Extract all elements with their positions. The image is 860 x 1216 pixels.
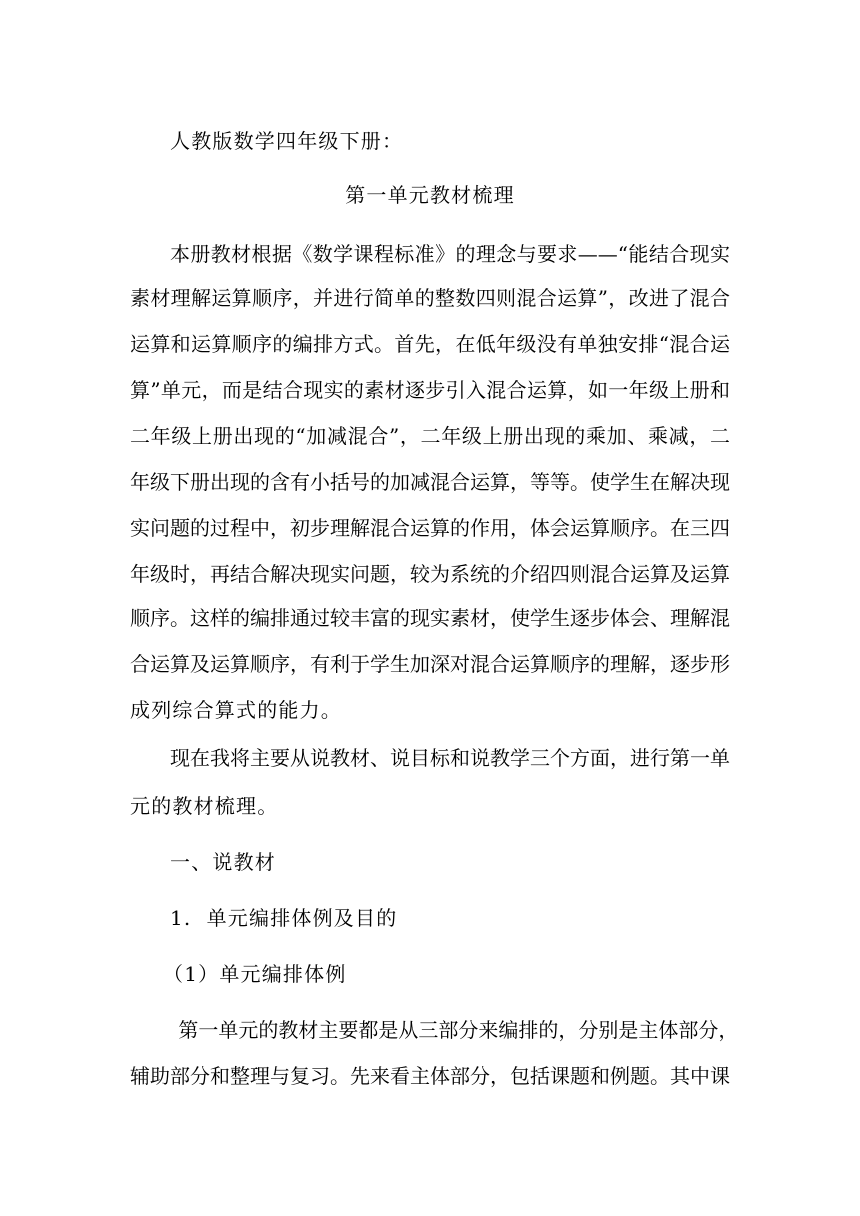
text-line: 二年级上册出现的“加减混合”，二年级上册出现的乘加、乘减，二 — [130, 424, 730, 448]
text-line: 合运算及运算顺序，有利于学生加深对混合运算顺序的理解，逐步形 — [130, 652, 730, 676]
text-line: 第一单元的教材主要都是从三部分来编排的，分别是主体部分， — [172, 1018, 739, 1042]
subsubsection-heading: （1）单元编排体例 — [163, 962, 347, 986]
text-line: 年级时，再结合解决现实问题，较为系统的介绍四则混合运算及运算 — [130, 562, 730, 586]
text-line: 实问题的过程中，初步理解混合运算的作用，体会运算顺序。在三四 — [130, 516, 730, 540]
text-line: 现在我将主要从说教材、说目标和说教学三个方面，进行第一单 — [170, 746, 730, 770]
text-line: 运算和运算顺序的编排方式。首先，在低年级没有单独安排“混合运 — [130, 332, 730, 356]
text-line: 素材理解运算顺序，并进行简单的整数四则混合运算”，改进了混合 — [130, 286, 730, 310]
text-line: 成列综合算式的能力。 — [130, 698, 342, 722]
text-line: 元的教材梳理。 — [130, 794, 279, 818]
text-line: 顺序。这样的编排通过较丰富的现实素材，使学生逐步体会、理解混 — [130, 606, 730, 630]
section-heading: 一、说教材 — [170, 850, 276, 874]
text-line: 本册教材根据《数学课程标准》的理念与要求——“能结合现实 — [170, 242, 730, 266]
text-line: 年级下册出现的含有小括号的加减混合运算，等等。使学生在解决现 — [130, 470, 730, 494]
document-title: 第一单元教材梳理 — [345, 183, 515, 207]
header-line: 人教版数学四年级下册： — [170, 129, 404, 153]
text-line: 算”单元，而是结合现实的素材逐步引入混合运算，如一年级上册和 — [130, 378, 730, 402]
subsection-heading: 1. 单元编排体例及目的 — [170, 906, 398, 930]
text-line: 辅助部分和整理与复习。先来看主体部分，包括课题和例题。其中课 — [130, 1064, 730, 1088]
